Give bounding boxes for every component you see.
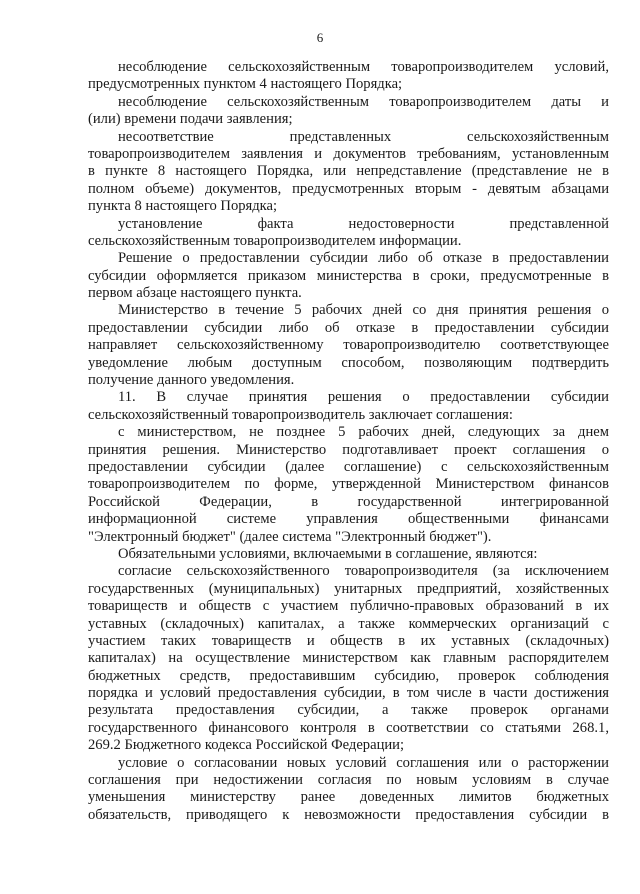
paragraph	[88, 250, 609, 302]
text-line: результата предоставления субсидии, а также проверок органами	[88, 702, 609, 719]
text-line: установление факта недостоверности представленной	[118, 215, 609, 232]
text-line: несоблюдение сельскохозяйственным товаропроизводителем условий,	[118, 59, 609, 75]
text-line: в пункте 8 настоящего Порядка, или непредставление (представление не в	[88, 163, 609, 180]
text-line: с министерством, не позднее 5 рабочих дней, следующих за днем	[118, 424, 609, 441]
text-line: первом абзаце настоящего пункта.	[88, 285, 302, 302]
paragraph	[88, 302, 609, 389]
paragraph	[88, 59, 609, 94]
text-line: условие о согласовании новых условий соглашения или о расторжении	[118, 754, 609, 771]
text-line: предоставлении субсидии либо об отказе в предоставлении субсидии	[88, 319, 609, 336]
text-line: обязательств, приводящего к невозможности предоставления субсидии в	[88, 806, 609, 823]
text-line: государственных (муниципальных) унитарных предприятий, хозяйственных	[88, 580, 609, 597]
text-line: принятия решения. Министерство подготавливает проект соглашения о	[88, 441, 609, 458]
text-line: Решение о предоставлении субсидии либо об отказе в предоставлении	[118, 250, 609, 267]
text-line: государственного финансового контроля в соответствии со статьями 268.1,	[88, 719, 609, 736]
text-line: порядка и условий предоставления субсидии, в том числе в части достижения	[88, 685, 609, 702]
text-line: согласие сельскохозяйственного товаропроизводителя (за исключением	[118, 563, 609, 580]
text-line: товаропроизводителем по форме, утвержденной Министерством финансов	[88, 476, 609, 493]
page-number: 6	[316, 30, 324, 45]
paragraph	[88, 546, 609, 563]
paragraph	[88, 563, 609, 754]
text-line: товариществ и обществ с участием публично-правовых образований в их	[88, 598, 609, 615]
text-line: уменьшения министерству ранее доведенных лимитов бюджетных	[88, 789, 609, 806]
text-line: направляет сельскохозяйственному товаропроизводителю соответствующее	[88, 337, 609, 354]
paragraph	[88, 129, 609, 216]
text-line: информационной системе управления общественными финансами	[88, 511, 609, 528]
text-line: полном объеме) документов, предусмотренных вторым - девятым абзацами	[88, 180, 609, 197]
text-line: уставных (складочных) капиталах, а также коммерческих организаций с	[88, 615, 609, 632]
paragraph	[88, 94, 609, 129]
text-line: Министерство в течение 5 рабочих дней со дня принятия решения о	[118, 302, 609, 319]
text-line: бюджетных средств, предоставившим субсидию, проверок соблюдения	[88, 667, 609, 684]
paragraph	[88, 389, 609, 424]
text-line: несоответствие представленных сельскохозяйственным	[118, 128, 609, 145]
text-line: предоставлении субсидии (далее соглашение) с сельскохозяйственным	[88, 458, 609, 475]
paragraph	[88, 216, 609, 251]
text-line: получение данного уведомления.	[88, 372, 295, 389]
text-line: капиталах) на осуществление министерством как главным распорядителем	[88, 650, 609, 667]
text-line: (или) времени подачи заявления;	[88, 111, 293, 128]
text-line: 269.2 Бюджетного кодекса Российской Федерации;	[88, 737, 405, 754]
text-line: предусмотренных пунктом 4 настоящего Порядка;	[88, 76, 403, 93]
text-line: товаропроизводителем заявления и документов требованиям, установленным	[88, 145, 609, 162]
text-line: субсидии оформляется приказом министерства в сроки, предусмотренные в	[88, 267, 609, 284]
paragraph	[88, 755, 609, 825]
text-line: Обязательными условиями, включаемыми в соглашение, являются:	[118, 545, 538, 562]
text-line: соглашения при недостижении согласия по новым условиям в случае	[88, 772, 609, 789]
text-line: "Электронный бюджет" (далее система "Электронный бюджет").	[88, 528, 492, 545]
text-line: сельскохозяйственный товаропроизводитель заключает соглашения:	[88, 406, 513, 423]
text-line: сельскохозяйственным товаропроизводителем информации.	[88, 232, 462, 249]
text-line: уведомление любым доступным способом, позволяющим подтвердить	[88, 354, 609, 371]
document-body	[88, 59, 609, 824]
text-line: несоблюдение сельскохозяйственным товаропроизводителем даты и	[118, 93, 609, 110]
text-line: Российской Федерации, в государственной интегрированной	[88, 493, 609, 510]
text-line: пункта 8 настоящего Порядка;	[88, 198, 278, 215]
paragraph	[88, 424, 609, 546]
text-line: участием таких товариществ и обществ в их уставных (складочных)	[88, 632, 609, 649]
text-line: 11. В случае принятия решения о предоставлении субсидии	[118, 389, 609, 406]
